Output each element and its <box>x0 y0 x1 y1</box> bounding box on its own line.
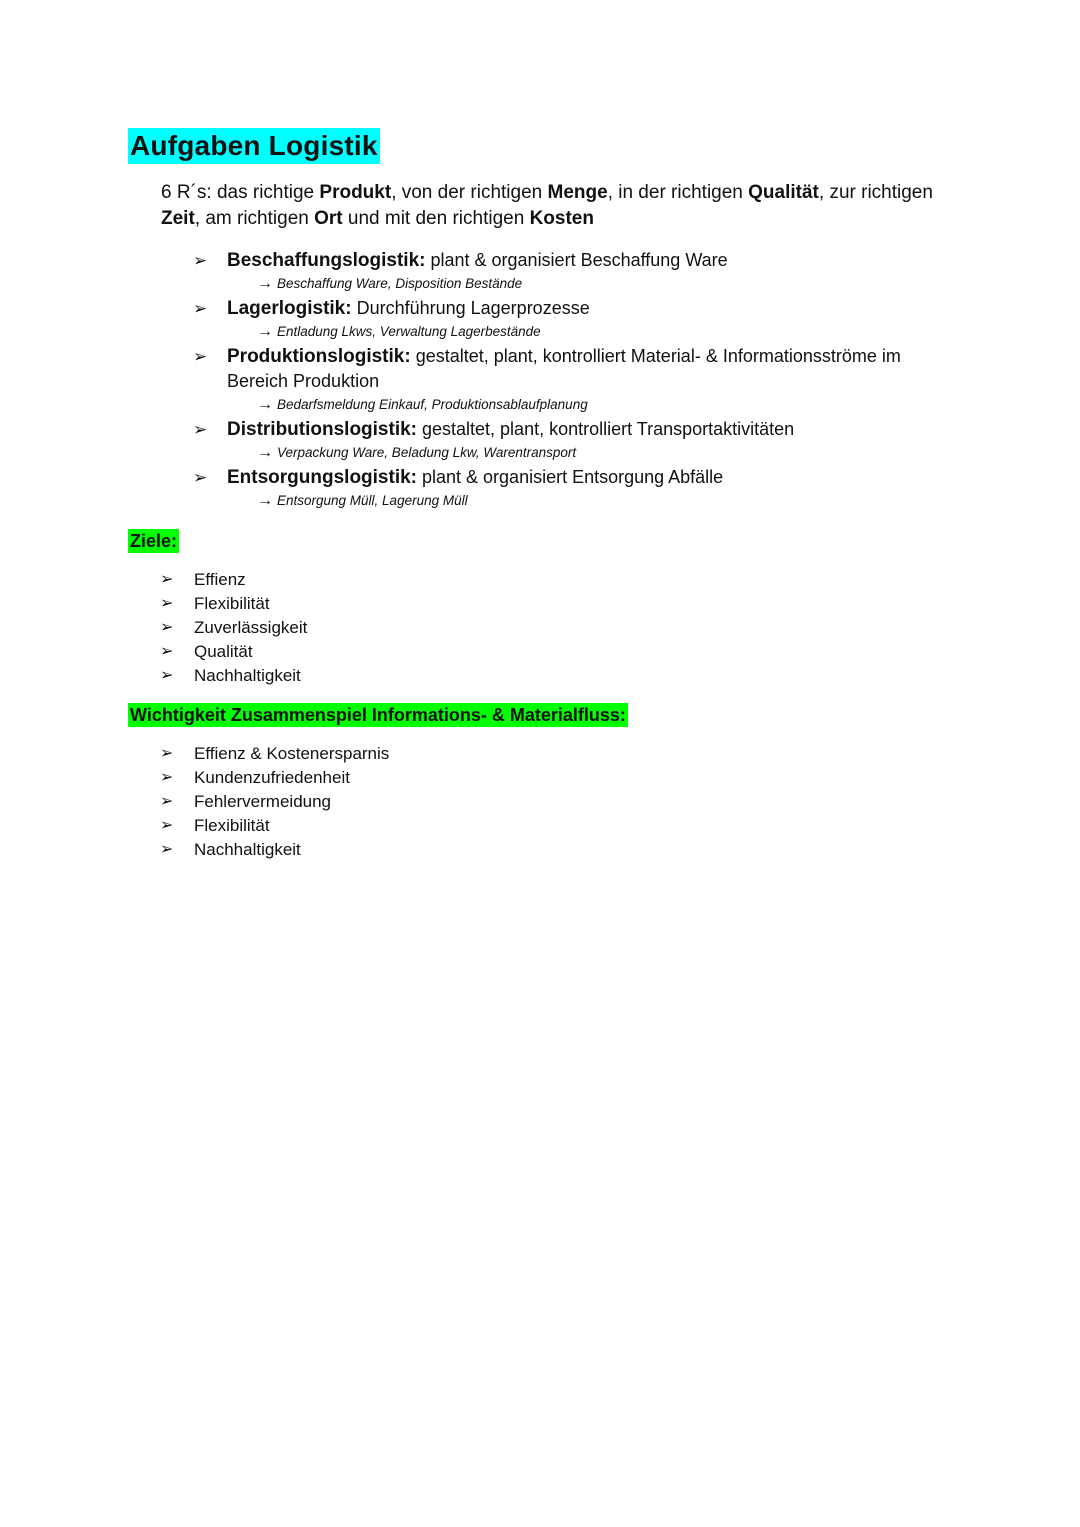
intro-text: , am richtigen <box>194 208 315 229</box>
arrow-right-icon: → <box>257 396 273 413</box>
intro-text: , in der richtigen <box>607 182 749 203</box>
task-item-distribution <box>193 417 953 464</box>
arrowhead-bullet-icon: ➢ <box>160 619 174 636</box>
task-term: Beschaffungslogistik: <box>227 250 426 271</box>
list-item <box>160 742 389 766</box>
list-item-text: Effienz <box>194 570 246 589</box>
task-term: Distributionslogistik: <box>227 419 417 440</box>
list-item-text: Qualität <box>194 642 253 661</box>
arrowhead-bullet-icon: ➢ <box>193 468 208 487</box>
intro-bold-qualitaet: Qualität <box>748 182 819 203</box>
list-item-text: Flexibilität <box>194 594 270 613</box>
task-description: gestaltet, plant, kontrolliert Transportaktivitäten <box>417 419 795 439</box>
arrowhead-bullet-icon: ➢ <box>160 769 174 786</box>
arrow-right-icon: → <box>257 492 273 509</box>
arrowhead-bullet-icon: ➢ <box>160 817 174 834</box>
six-r-intro <box>161 180 961 232</box>
task-description: Durchführung Lagerprozesse <box>351 298 590 318</box>
intro-bold-produkt: Produkt <box>319 182 392 203</box>
list-item-text: Effienz & Kostenersparnis <box>194 744 390 763</box>
task-example: Verpackung Ware, Beladung Lkw, Warentransport <box>277 445 577 460</box>
task-term: Produktionslogistik: <box>227 346 411 367</box>
arrowhead-bullet-icon: ➢ <box>160 571 174 588</box>
intro-bold-menge: Menge <box>547 182 608 203</box>
list-item-text: Nachhaltigkeit <box>194 666 301 685</box>
list-item <box>160 592 307 616</box>
list-item <box>160 616 307 640</box>
intro-text: , zur richtigen <box>818 182 933 203</box>
task-item-lager <box>193 296 953 343</box>
arrowhead-bullet-icon: ➢ <box>160 595 174 612</box>
arrowhead-bullet-icon: ➢ <box>193 299 208 318</box>
logistics-tasks-list <box>193 248 953 513</box>
intro-text: und mit den richtigen <box>342 208 530 229</box>
arrowhead-bullet-icon: ➢ <box>193 251 208 270</box>
task-item-beschaffung <box>193 248 953 295</box>
list-item-text: Flexibilität <box>194 816 270 835</box>
list-item <box>160 838 389 862</box>
task-example: Bedarfsmeldung Einkauf, Produktionsablaufplanung <box>277 397 588 412</box>
intro-text: , von der richtigen <box>391 182 548 203</box>
arrow-right-icon: → <box>257 275 273 292</box>
list-item <box>160 568 307 592</box>
list-item <box>160 766 389 790</box>
list-item-text: Nachhaltigkeit <box>194 840 301 859</box>
intro-bold-ort: Ort <box>314 208 343 229</box>
task-description: gestaltet, plant, kontrolliert Material- & Informationsströme im Bereich Produktion <box>227 346 901 391</box>
task-description: plant & organisiert Beschaffung Ware <box>425 250 728 270</box>
intro-bold-zeit: Zeit <box>161 208 195 229</box>
wichtigkeit-heading: Wichtigkeit Zusammenspiel Informations- & Materialfluss: <box>130 705 626 725</box>
intro-text: 6 R´s: das richtige <box>161 182 320 203</box>
arrow-right-icon: → <box>257 444 273 461</box>
task-example: Entladung Lkws, Verwaltung Lagerbestände <box>277 324 541 339</box>
arrowhead-bullet-icon: ➢ <box>160 667 174 684</box>
list-item <box>160 814 389 838</box>
task-term: Entsorgungslogistik: <box>227 467 417 488</box>
list-item-text: Fehlervermeidung <box>194 792 332 811</box>
ziele-heading: Ziele: <box>130 531 178 551</box>
task-item-produktion <box>193 344 953 416</box>
task-example: Entsorgung Müll, Lagerung Müll <box>277 493 468 508</box>
list-item-text: Kundenzufriedenheit <box>194 768 350 787</box>
list-item <box>160 640 307 664</box>
arrow-right-icon: → <box>257 323 273 340</box>
arrowhead-bullet-icon: ➢ <box>160 745 174 762</box>
list-item-text: Zuverlässigkeit <box>194 618 308 637</box>
intro-bold-kosten: Kosten <box>529 208 594 229</box>
wichtigkeit-list <box>160 742 389 862</box>
list-item <box>160 790 389 814</box>
arrowhead-bullet-icon: ➢ <box>160 793 174 810</box>
task-item-entsorgung <box>193 465 953 512</box>
arrowhead-bullet-icon: ➢ <box>193 420 208 439</box>
arrowhead-bullet-icon: ➢ <box>193 347 208 366</box>
list-item <box>160 664 307 688</box>
task-term: Lagerlogistik: <box>227 298 352 319</box>
task-description: plant & organisiert Entsorgung Abfälle <box>417 467 724 487</box>
task-example: Beschaffung Ware, Disposition Bestände <box>277 276 523 291</box>
arrowhead-bullet-icon: ➢ <box>160 643 174 660</box>
ziele-list <box>160 568 307 688</box>
page-title: Aufgaben Logistik <box>128 128 380 164</box>
arrowhead-bullet-icon: ➢ <box>160 841 174 858</box>
